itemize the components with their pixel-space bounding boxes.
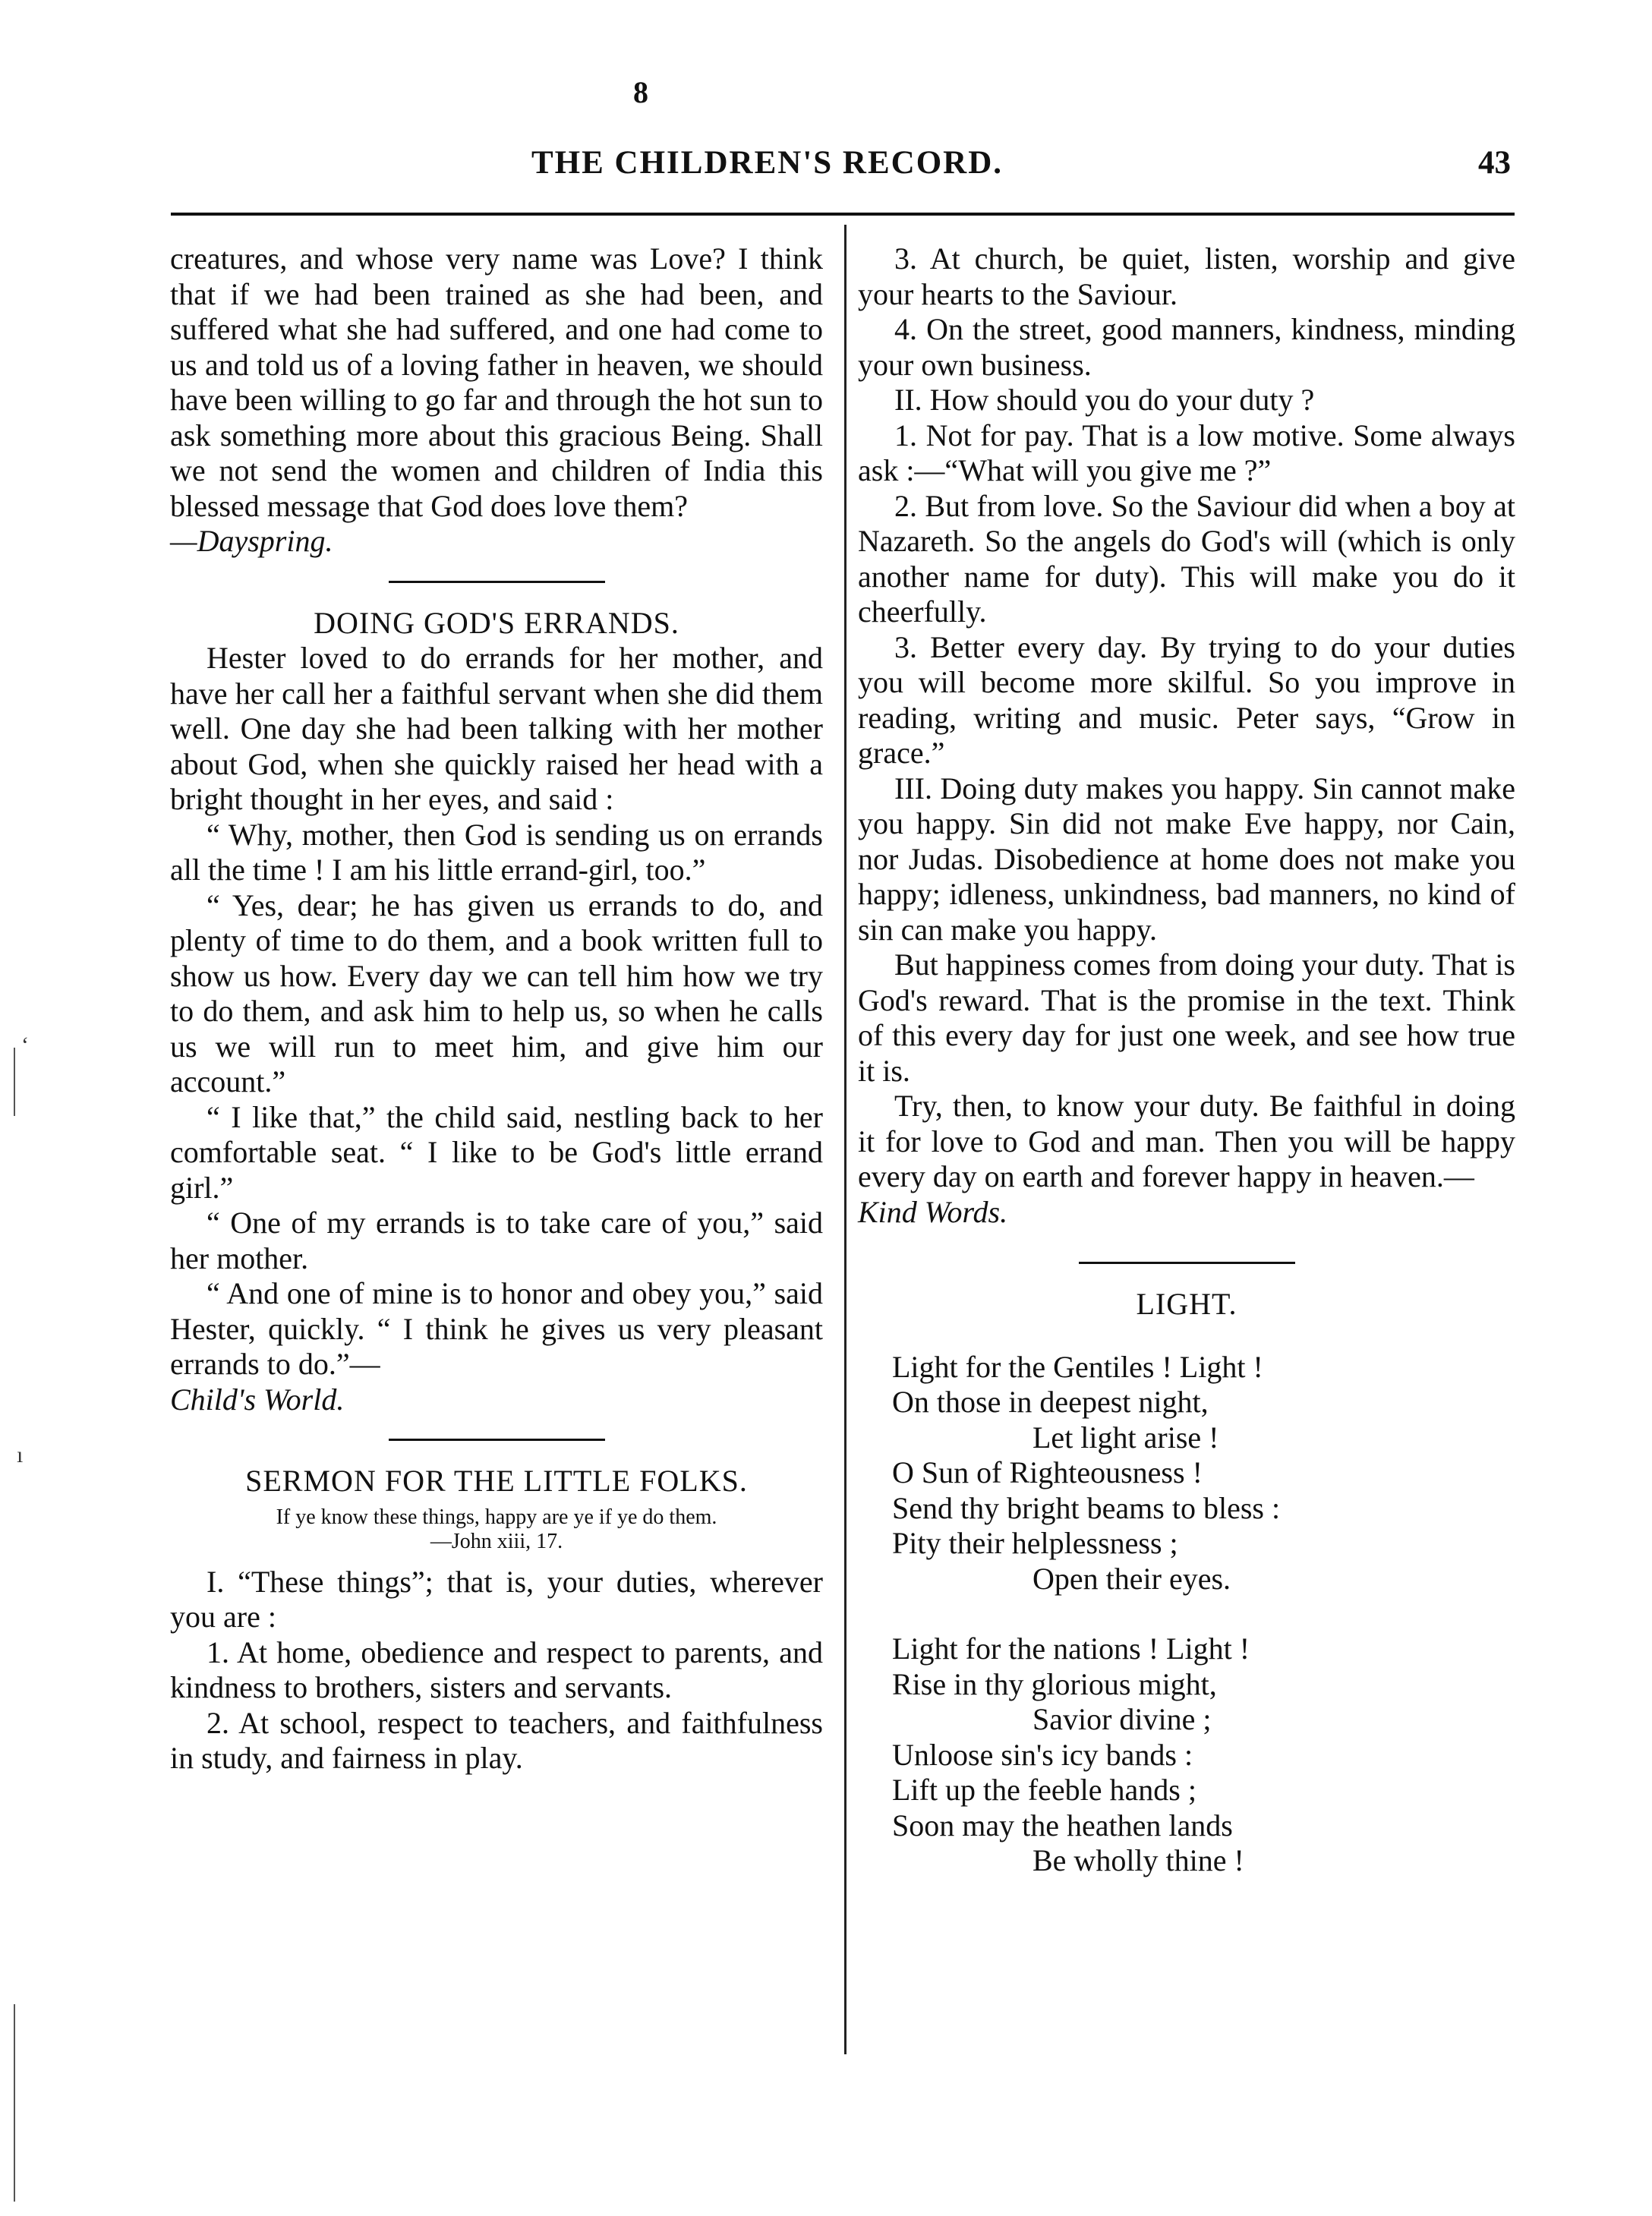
poem-stanza bbox=[892, 1631, 1515, 1879]
errands-paragraph: “ And one of mine is to honor and obey you,” said Hester, quickly. “ I think he gives us very pleasant errands to do.”— bbox=[170, 1276, 823, 1381]
errands-paragraph: “ I like that,” the child said, nestling back to her comfortable seat. “ I like to be God's little errand girl.” bbox=[170, 1099, 823, 1205]
publication-title: THE CHILDREN'S RECORD. bbox=[531, 145, 1004, 181]
poem-line: Light for the nations ! Light ! bbox=[892, 1631, 1250, 1666]
poem-line: Be wholly thine ! bbox=[1032, 1843, 1244, 1877]
poem-line: Send thy bright beams to bless : bbox=[892, 1490, 1281, 1525]
epigraph-text: If ye know these things, happy are ye if ye do them. bbox=[276, 1505, 717, 1529]
column-divider bbox=[844, 225, 846, 2054]
intro-credit: —Dayspring. bbox=[170, 524, 333, 558]
poem-stanza bbox=[892, 1350, 1515, 1597]
errands-paragraph: “ One of my errands is to take care of you,” said her mother. bbox=[170, 1206, 823, 1275]
poem-line: Lift up the feeble hands ; bbox=[892, 1773, 1196, 1807]
poem-title: LIGHT. bbox=[1136, 1287, 1237, 1321]
poem-line: On those in deepest night, bbox=[892, 1385, 1209, 1419]
sermon-paragraph: 4. On the street, good manners, kindness, minding your own business. bbox=[858, 312, 1515, 382]
scan-edge-line bbox=[14, 1048, 15, 1116]
errands-heading: DOING GOD'S ERRANDS. bbox=[314, 605, 679, 640]
sermon-paragraph: 2. But from love. So the Saviour did when a boy at Nazareth. So the angels do God's will (which is only another name for duty). This will make you do it cheerfully. bbox=[858, 488, 1515, 629]
poem-line: Soon may the heathen lands bbox=[892, 1808, 1233, 1842]
left-column bbox=[170, 241, 823, 1776]
sermon-paragraph: Try, then, to know your duty. Be faithful in doing it for love to God and man. Then you will be happy every day on earth and forever happy in heaven.— bbox=[858, 1089, 1515, 1193]
section-rule bbox=[389, 1439, 605, 1441]
scan-edge-line bbox=[14, 2004, 15, 2202]
section-rule bbox=[389, 581, 605, 583]
errands-paragraph: Hester loved to do errands for her mother, and have her call her a faithful servant when she did them well. One day she had been talking with her mother about God, when she quickly raised her head with a bright thought in her eyes, and said : bbox=[170, 641, 823, 816]
sermon-paragraph: 3. At church, be quiet, listen, worship and give your hearts to the Saviour. bbox=[858, 241, 1515, 311]
sermon-paragraph: II. How should you do your duty ? bbox=[894, 383, 1315, 417]
sermon-paragraph: 2. At school, respect to teachers, and faithfulness in study, and fairness in play. bbox=[170, 1705, 823, 1775]
sermon-paragraph: But happiness comes from doing your duty. That is God's reward. That is the promise in the text. Think of this every day for just one week, and see how true it is. bbox=[858, 947, 1515, 1088]
poem-line: Light for the Gentiles ! Light ! bbox=[892, 1349, 1263, 1384]
section-rule bbox=[1079, 1262, 1295, 1264]
sermon-epigraph bbox=[170, 1505, 823, 1554]
poem-line: Rise in thy glorious might, bbox=[892, 1666, 1217, 1701]
poem bbox=[892, 1350, 1515, 1879]
errands-paragraph: “ Why, mother, then God is sending us on errands all the time ! I am his little errand-girl, too.” bbox=[170, 817, 823, 887]
sermon-heading: SERMON FOR THE LITTLE FOLKS. bbox=[245, 1464, 748, 1498]
header-rule bbox=[171, 213, 1515, 216]
page-number: 43 bbox=[1478, 145, 1511, 181]
top-mark: 8 bbox=[633, 75, 648, 109]
sermon-paragraph: III. Doing duty makes you happy. Sin cannot make you happy. Sin did not make Eve happy, nor Cain, nor Judas. Disobedience at home does not make you happy; idleness, unkindness, bad manners, no kind of sin can make you happy. bbox=[858, 771, 1515, 947]
right-column bbox=[858, 241, 1515, 1914]
margin-mark: ı bbox=[17, 1442, 24, 1467]
poem-line: O Sun of Righteousness ! bbox=[892, 1455, 1203, 1489]
margin-mark: ‘ bbox=[21, 1032, 29, 1058]
sermon-paragraph: 3. Better every day. By trying to do your duties you will become more skilful. So you improve in reading, writing and music. Peter says, “Grow in grace.” bbox=[858, 629, 1515, 770]
poem-line: Unloose sin's icy bands : bbox=[892, 1737, 1193, 1772]
sermon-credit: Kind Words. bbox=[858, 1194, 1008, 1229]
errands-credit: Child's World. bbox=[170, 1382, 345, 1417]
page-header bbox=[167, 144, 1511, 190]
poem-line: Let light arise ! bbox=[1032, 1420, 1219, 1455]
errands-paragraph: “ Yes, dear; he has given us errands to do, and plenty of time to do them, and a book written full to show us how. Every day we can tell him how we try to do them, and ask him to help us, so when he calls us we will run to meet him, and give him our account.” bbox=[170, 887, 823, 1099]
poem-line: Pity their helplessness ; bbox=[892, 1526, 1178, 1560]
poem-line: Savior divine ; bbox=[1032, 1702, 1212, 1736]
intro-paragraph: creatures, and whose very name was Love? I think that if we had been trained as she had been, and suffered what she had suffered, and one had come to us and told us of a loving father in heaven, we should have been willing to go far and through the hot sun to ask something more about this gracious Being. Shall we not send the women and children of India this blessed message that God does love them? bbox=[170, 241, 823, 523]
sermon-paragraph: I. “These things”; that is, your duties, wherever you are : bbox=[170, 1564, 823, 1634]
epigraph-reference: —John xiii, 17. bbox=[430, 1529, 563, 1553]
sermon-paragraph: 1. Not for pay. That is a low motive. Some always ask :—“What will you give me ?” bbox=[858, 418, 1515, 487]
poem-line: Open their eyes. bbox=[1032, 1561, 1231, 1596]
sermon-paragraph: 1. At home, obedience and respect to parents, and kindness to brothers, sisters and servants. bbox=[170, 1634, 823, 1704]
